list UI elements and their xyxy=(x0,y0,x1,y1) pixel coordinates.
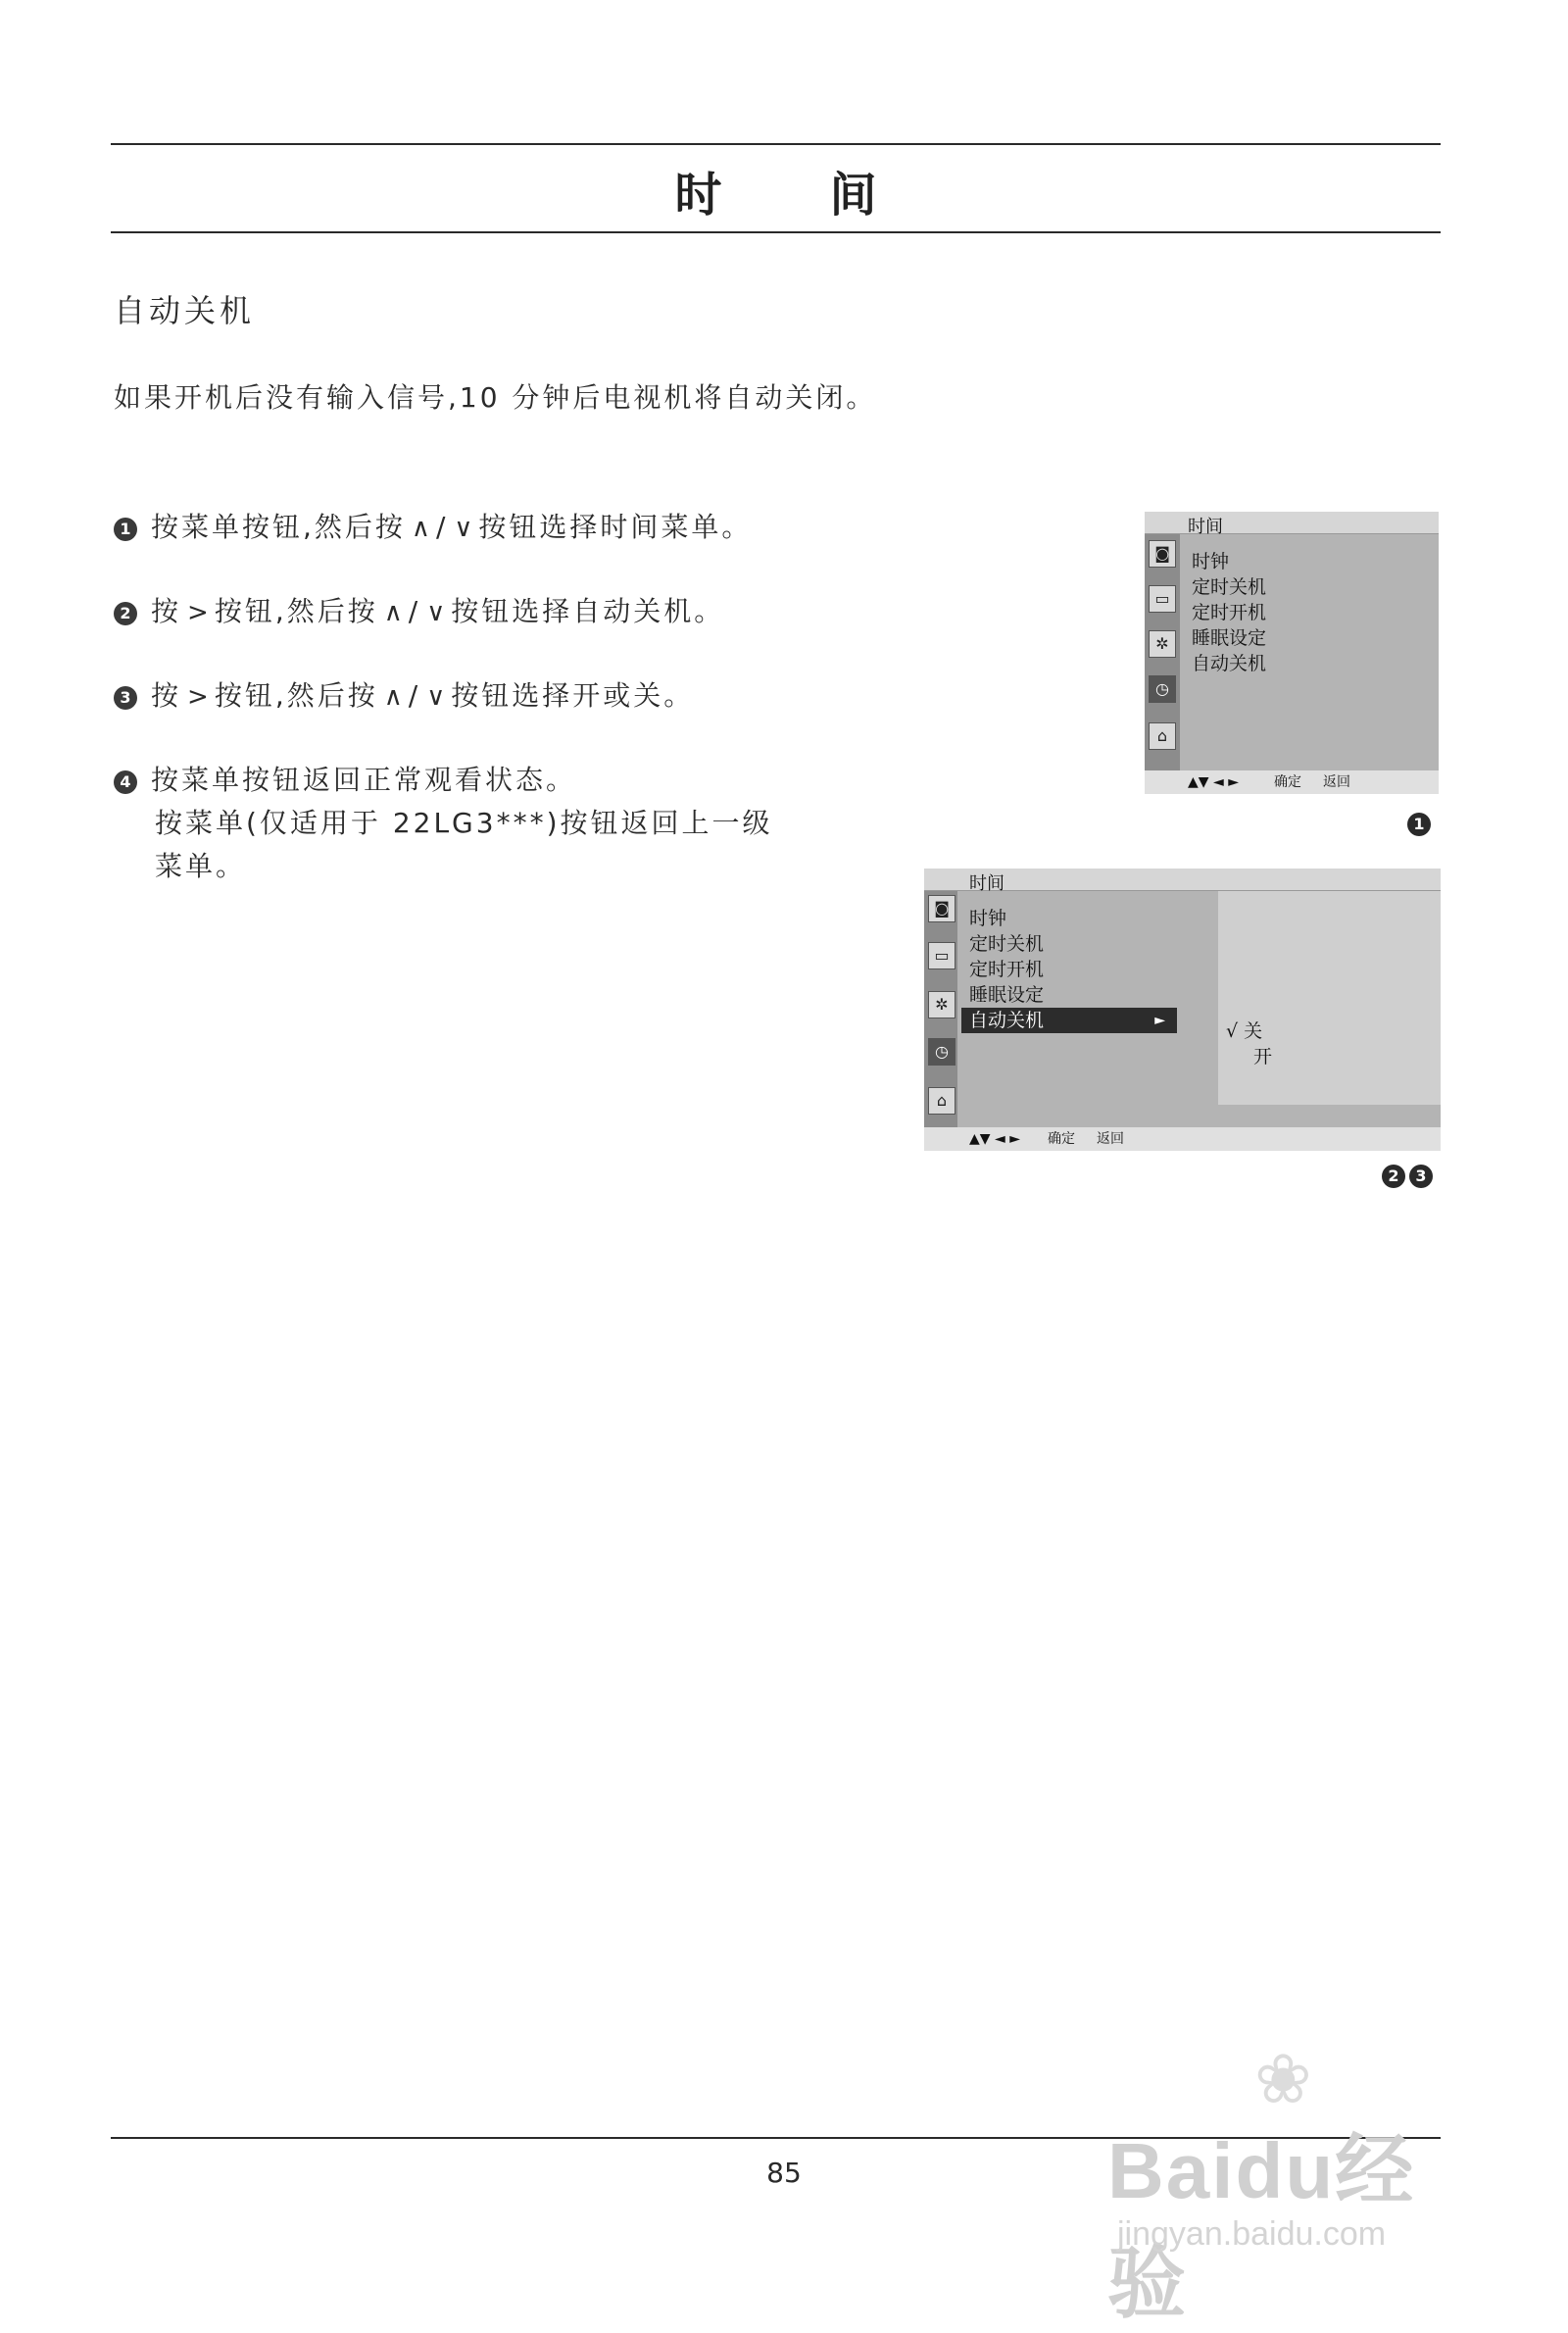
down-arrow-icon: ∨ xyxy=(426,598,446,627)
figure-badge-3: 3 xyxy=(1409,1165,1433,1188)
right-arrow-icon: > xyxy=(187,598,209,627)
lock-icon: ⌂ xyxy=(928,1087,956,1115)
menu-item-off-timer[interactable]: 定时关机 xyxy=(969,933,1045,955)
step-number: 4 xyxy=(114,770,137,794)
back-hint: 返回 xyxy=(1097,1131,1124,1147)
option-on[interactable]: 开 xyxy=(1253,1046,1273,1067)
clock-icon: ◷ xyxy=(1149,675,1176,703)
step-text: 按钮选择自动关机。 xyxy=(451,595,725,627)
osd-menu-time xyxy=(1145,512,1439,794)
screen-icon: ▭ xyxy=(1149,585,1176,613)
menu-item-on-timer[interactable]: 定时开机 xyxy=(1192,602,1267,623)
step-2 xyxy=(114,590,724,634)
osd-header-label: 时间 xyxy=(1188,517,1223,537)
menu-item-auto-off[interactable]: 自动关机 xyxy=(1192,653,1267,674)
up-arrow-icon: ∧ xyxy=(383,598,403,627)
step-number: 3 xyxy=(114,686,137,710)
back-hint: 返回 xyxy=(1323,774,1350,790)
page-title: 时间 xyxy=(674,168,985,223)
osd-menu-auto-off xyxy=(924,869,1441,1151)
step-text: 按菜单按钮返回正常观看状态。 xyxy=(151,764,577,796)
up-arrow-icon: ∧ xyxy=(383,682,403,712)
menu-item-sleep[interactable]: 睡眠设定 xyxy=(1192,627,1267,649)
screen-icon: ▭ xyxy=(928,942,956,969)
menu-item-auto-off-selected[interactable] xyxy=(961,1008,1177,1033)
step-text: 按 xyxy=(151,595,182,627)
osd-option-panel xyxy=(1218,891,1441,1105)
settings-icon: ✲ xyxy=(1149,630,1176,658)
menu-item-label: 自动关机 xyxy=(969,1010,1045,1031)
figure-badge-1: 1 xyxy=(1407,813,1431,836)
osd-sidebar xyxy=(924,891,957,1127)
step-text: 按钮选择开或关。 xyxy=(451,679,695,712)
osd-header xyxy=(1145,512,1439,537)
separator: / xyxy=(408,595,421,627)
page-number: 85 xyxy=(766,2157,802,2189)
up-arrow-icon: ∧ xyxy=(411,514,430,543)
menu-item-clock[interactable]: 时钟 xyxy=(969,908,1007,929)
step-3 xyxy=(114,674,694,719)
title-underline xyxy=(111,231,1441,233)
picture-icon: ◙ xyxy=(1149,540,1176,568)
step-4 xyxy=(114,759,773,888)
watermark-brand: Baidu经验 xyxy=(1107,2127,1416,2327)
step-1 xyxy=(114,506,752,550)
osd-sidebar xyxy=(1145,534,1180,770)
menu-item-off-timer[interactable]: 定时关机 xyxy=(1192,576,1267,598)
submenu-arrow-icon: ► xyxy=(1154,1013,1165,1028)
settings-icon: ✲ xyxy=(928,991,956,1018)
step-text: 按菜单(仅适用于 22LG3***)按钮返回上一级 xyxy=(155,807,773,839)
lock-icon: ⌂ xyxy=(1149,722,1176,750)
osd-item-list xyxy=(969,906,1165,1033)
paw-icon: ❀ xyxy=(1254,2039,1312,2119)
osd-header-label: 时间 xyxy=(969,873,1004,894)
nav-hint: ▲▼ ◄ ► xyxy=(1188,774,1239,790)
down-arrow-icon: ∨ xyxy=(426,682,446,712)
baidu-watermark xyxy=(1107,2039,1480,2327)
osd-footer xyxy=(924,1127,1441,1151)
watermark-site: jingyan.baidu.com xyxy=(1117,2215,1387,2253)
option-off-checked[interactable]: √ 关 xyxy=(1226,1020,1263,1042)
step-text: 按钮,然后按 xyxy=(214,679,378,712)
menu-item-sleep[interactable]: 睡眠设定 xyxy=(969,984,1045,1006)
step-text: 按菜单按钮,然后按 xyxy=(151,511,406,543)
step-text: 菜单。 xyxy=(155,850,247,882)
figure-badge-2: 2 xyxy=(1382,1165,1405,1188)
step-number: 1 xyxy=(114,518,137,541)
menu-item-on-timer[interactable]: 定时开机 xyxy=(969,959,1045,980)
ok-hint: 确定 xyxy=(1048,1131,1075,1147)
down-arrow-icon: ∨ xyxy=(454,514,473,543)
separator: / xyxy=(435,511,449,543)
separator: / xyxy=(408,679,421,712)
ok-hint: 确定 xyxy=(1274,774,1301,790)
osd-footer xyxy=(1145,770,1439,794)
right-arrow-icon: > xyxy=(187,682,209,712)
step-number: 2 xyxy=(114,602,137,625)
top-rule xyxy=(111,143,1441,145)
intro-paragraph: 如果开机后没有输入信号,10 分钟后电视机将自动关闭。 xyxy=(114,381,877,414)
step-text: 按钮选择时间菜单。 xyxy=(478,511,753,543)
section-heading: 自动关机 xyxy=(114,292,256,329)
step-text: 按钮,然后按 xyxy=(214,595,378,627)
menu-item-clock[interactable]: 时钟 xyxy=(1192,551,1230,572)
picture-icon: ◙ xyxy=(928,895,956,922)
osd-item-list xyxy=(1192,549,1266,676)
nav-hint: ▲▼ ◄ ► xyxy=(969,1131,1020,1147)
clock-icon: ◷ xyxy=(928,1038,956,1066)
osd-header xyxy=(924,869,1441,894)
step-text: 按 xyxy=(151,679,182,712)
